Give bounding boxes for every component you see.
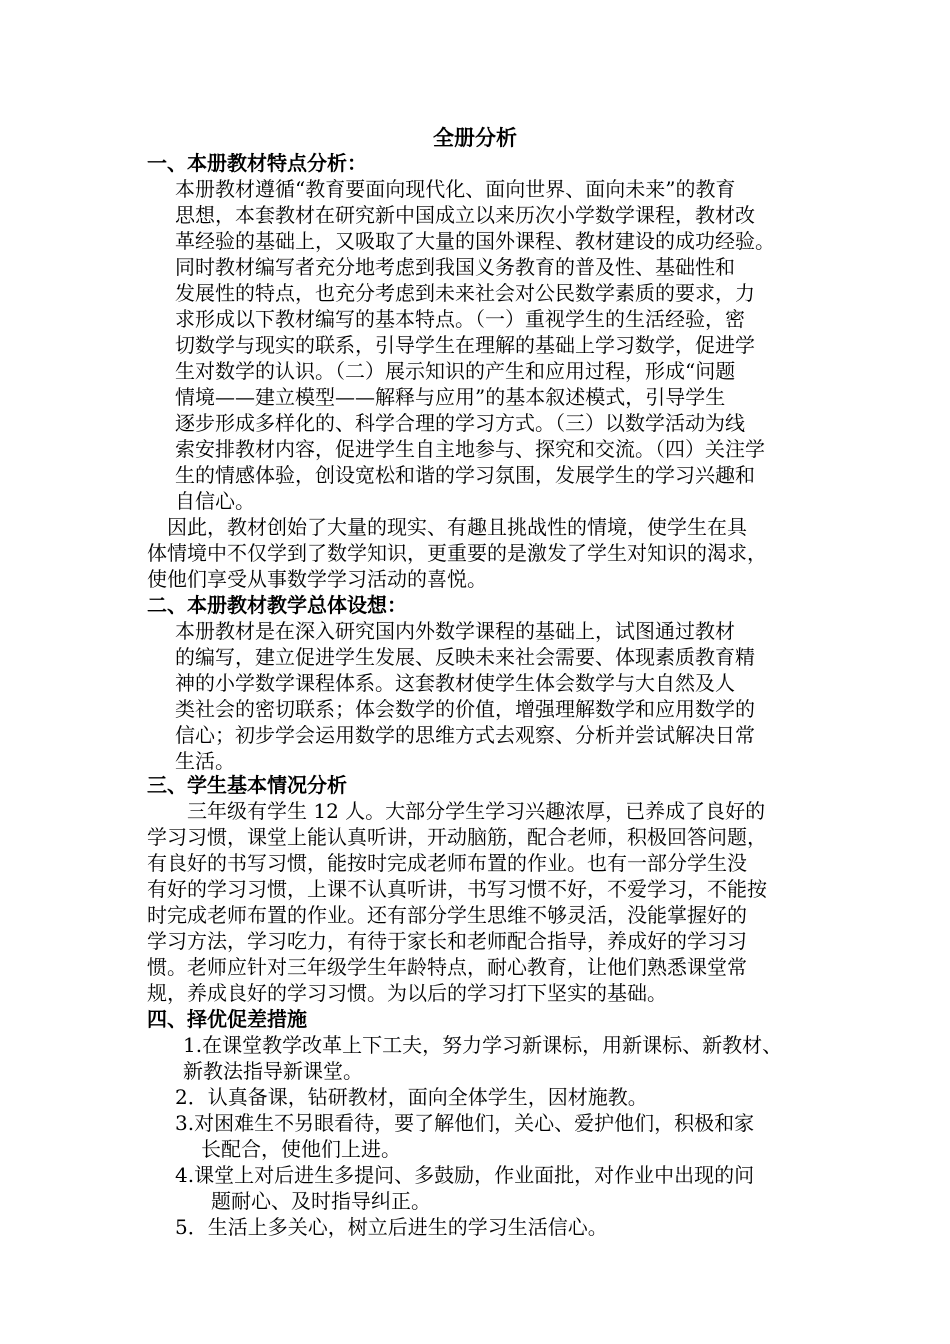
paragraph-line: 生的情感体验，创设宽松和谐的学习氛围，发展学生的学习兴趣和 (175, 463, 755, 487)
paragraph-line: 生活。 (175, 749, 235, 773)
paragraph-line: 神的小学数学课程体系。这套教材使学生体会数学与大自然及人 (175, 671, 735, 695)
paragraph-line: 学习方法，学习吃力，有待于家长和老师配合指导，养成好的学习习 (147, 929, 747, 953)
paragraph-line: 情境——建立模型——解释与应用”的基本叙述模式，引导学生 (175, 385, 726, 409)
paragraph-line: 本册教材遵循“教育要面向现代化、面向世界、面向未来”的教育 (175, 177, 736, 201)
paragraph-line: 发展性的特点，也充分考虑到未来社会对公民数学素质的要求，力 (175, 281, 755, 305)
paragraph-line: 求形成以下教材编写的基本特点。（一）重视学生的生活经验，密 (175, 307, 745, 331)
paragraph-line: 逐步形成多样化的、科学合理的学习方式。（三）以数学活动为线 (175, 411, 745, 435)
paragraph-line: 的编写，建立促进学生发展、反映未来社会需要、体现素质教育精 (175, 645, 755, 669)
section-heading-4: 四、择优促差措施 (147, 1007, 307, 1031)
list-item-line: 5．生活上多关心，树立后进生的学习生活信心。 (175, 1215, 608, 1239)
paragraph-line: 使他们享受从事数学学习活动的喜悦。 (147, 567, 487, 591)
list-item-line: 1.在课堂教学改革上下工夫，努力学习新课标，用新课标、新教材、 (183, 1033, 783, 1057)
paragraph-line: 同时教材编写者充分地考虑到我国义务教育的普及性、基础性和 (175, 255, 735, 279)
section-heading-3: 三、学生基本情况分析 (147, 773, 347, 797)
list-item-line: 题耐心、及时指导纠正。 (211, 1189, 431, 1213)
paragraph-line: 三年级有学生 12 人。大部分学生学习兴趣浓厚，已养成了良好的 (187, 799, 766, 823)
paragraph-line: 革经验的基础上，又吸取了大量的国外课程、教材建设的成功经验。 (175, 229, 775, 253)
list-item-line: 新教法指导新课堂。 (183, 1059, 363, 1083)
list-item-line: 长配合，使他们上进。 (201, 1137, 401, 1161)
paragraph-line: 生对数学的认识。（二）展示知识的产生和应用过程，形成“问题 (175, 359, 736, 383)
list-item-line: 3.对困难生不另眼看待，要了解他们，关心、爱护他们，积极和家 (175, 1111, 755, 1135)
list-item-line: 2．认真备课，钻研教材，面向全体学生，因材施教。 (175, 1085, 648, 1109)
paragraph-line: 体情境中不仅学到了数学知识，更重要的是激发了学生对知识的渴求， (147, 541, 767, 565)
list-item-line: 4.课堂上对后进生多提问、多鼓励，作业面批，对作业中出现的问 (175, 1163, 755, 1187)
section-heading-1: 一、本册教材特点分析： (147, 151, 367, 175)
paragraph-line: 类社会的密切联系；体会数学的价值，增强理解数学和应用数学的 (175, 697, 755, 721)
page-title: 全册分析 (433, 126, 517, 150)
paragraph-line: 有良好的书写习惯，能按时完成老师布置的作业。也有一部分学生没 (147, 851, 747, 875)
paragraph-line: 索安排教材内容，促进学生自主地参与、探究和交流。（四）关注学 (175, 437, 765, 461)
section-heading-2: 二、本册教材教学总体设想： (147, 593, 407, 617)
paragraph-line: 有好的学习习惯，上课不认真听讲，书写习惯不好，不爱学习，不能按 (147, 877, 767, 901)
paragraph-line: 因此，教材创始了大量的现实、有趣且挑战性的情境，使学生在具 (167, 515, 747, 539)
paragraph-line: 信心；初步学会运用数学的思维方式去观察、分析并尝试解决日常 (175, 723, 755, 747)
paragraph-line: 学习习惯，课堂上能认真听讲，开动脑筋，配合老师，积极回答问题， (147, 825, 767, 849)
paragraph-line: 切数学与现实的联系，引导学生在理解的基础上学习数学，促进学 (175, 333, 755, 357)
paragraph-line: 规，养成良好的学习习惯。为以后的学习打下坚实的基础。 (147, 981, 667, 1005)
paragraph-line: 自信心。 (175, 489, 255, 513)
paragraph-line: 惯。老师应针对三年级学生年龄特点，耐心教育，让他们熟悉课堂常 (147, 955, 747, 979)
paragraph-line: 思想，本套教材在研究新中国成立以来历次小学数学课程，教材改 (175, 203, 755, 227)
paragraph-line: 本册教材是在深入研究国内外数学课程的基础上，试图通过教材 (175, 619, 735, 643)
paragraph-line: 时完成老师布置的作业。还有部分学生思维不够灵活，没能掌握好的 (147, 903, 747, 927)
